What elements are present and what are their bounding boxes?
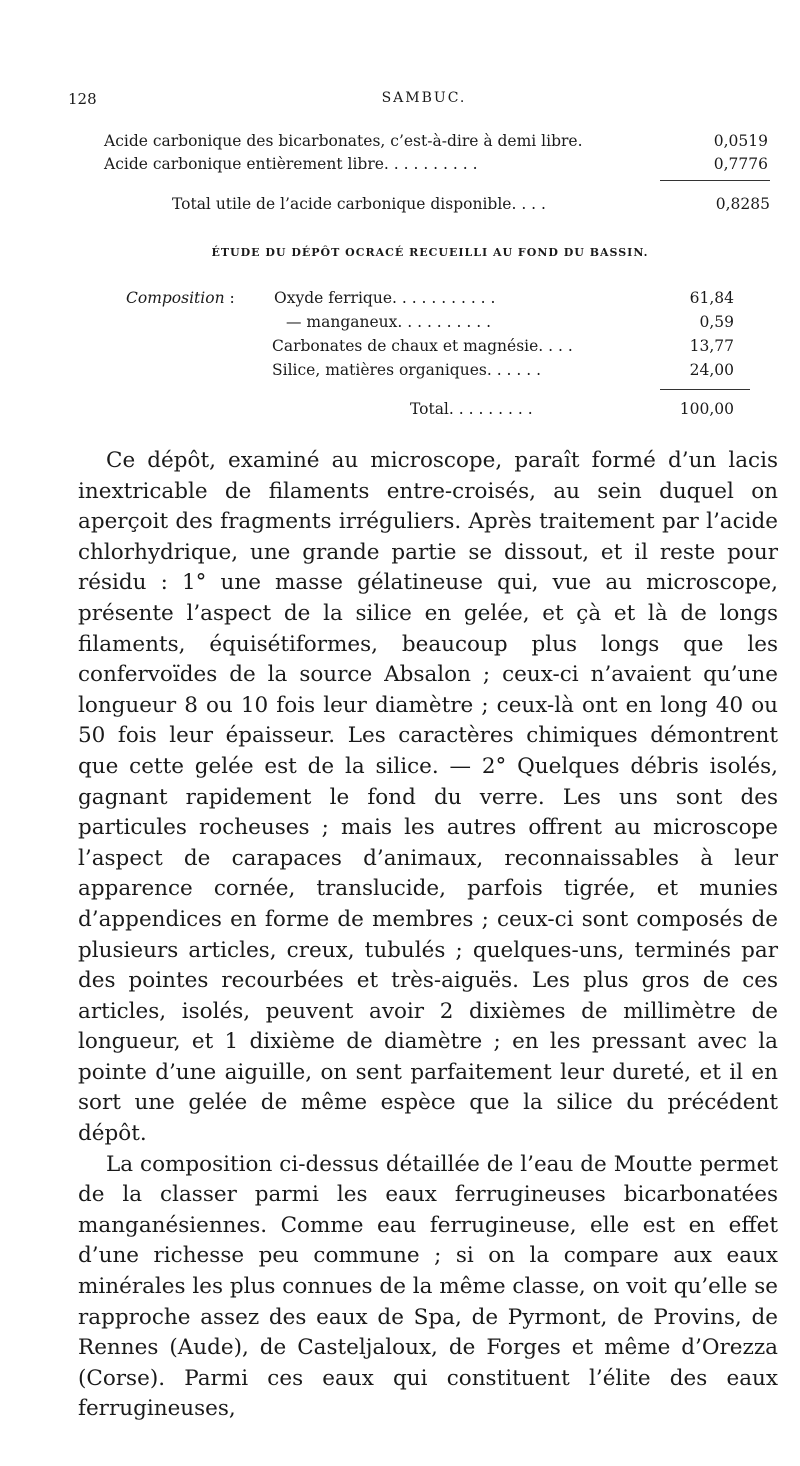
section-heading: ÉTUDE DU DÉPÔT OCRACÉ RECUEILLI AU FOND DU BASSIN. bbox=[211, 246, 649, 259]
running-title: SAMBUC. bbox=[381, 90, 467, 106]
total-rule bbox=[660, 389, 750, 390]
acid-row-value: 0,7776 bbox=[713, 155, 768, 173]
paragraph: La composition ci-dessus détaillée de l’eau de Moutte permet de la classer parmi les eaux ferrugineuses bicarbonatées manganésiennes. Comme eau ferrugineuse, elle est en effet d’une richesse peu commune ; si on la compare aux eaux minérales les plus connues de la même classe, on voit qu’elle se rapproche assez des eaux de Spa, de Pyrmont, de Provins, de Rennes (Aude), de Casteljaloux, de Forges et même d’Orezza (Corse). Parmi ces eaux qui constituent l’élite des eaux ferrugineuses, bbox=[78, 1151, 778, 1422]
acid-row-label: Acide carbonique des bicarbonates, c’est-à-dire à demi libre. bbox=[104, 132, 583, 150]
composition-row-value: 13,77 bbox=[689, 337, 734, 355]
composition-row-value: 0,59 bbox=[699, 313, 734, 331]
page-number: 128 bbox=[68, 90, 97, 108]
composition-row-label: Silice, matières organiques. . . . . . bbox=[272, 361, 542, 379]
composition-intro bbox=[126, 289, 235, 307]
paragraph: Ce dépôt, examiné au microscope, paraît formé d’un lacis inextricable de filaments entre-croisés, au sein duquel on aperçoit des fragments irréguliers. Après traitement par l’acide chlorhydrique, une grande partie se dissout, et il reste pour résidu : 1° une masse gélatineuse qui, vue au microscope, présente l’aspect de la silice en gelée, et çà et là de longs filaments, équisétiformes, beaucoup plus longs que les confervoïdes de la source Absalon ; ceux-ci n’avaient qu’une longueur 8 ou 10 fois leur diamètre ; ceux-là ont en long 40 ou 50 fois leur épaisseur. Les caractères chimiques démontrent que cette gelée est de la silice. — 2° Quelques débris isolés, gagnant rapidement le fond du verre. Les uns sont des particules rocheuses ; mais les autres offrent au microscope l’aspect de carapaces d’animaux, reconnaissables à leur apparence cornée, translucide, parfois tigrée, et munies d’appendices en forme de membres ; ceux-ci sont composés de plusieurs articles, creux, tubulés ; quelques-uns, terminés par des pointes recourbées et très-aiguës. Les plus gros de ces articles, isolés, peuvent avoir 2 dixièmes de millimètre de longueur, et 1 dixième de diamètre ; en les pressant avec la pointe d’une aiguille, on sent parfaitement leur dureté, et il en sort une gelée de même espèce que la silice du précédent dépôt. bbox=[78, 448, 778, 1147]
acid-total-label: Total utile de l’acide carbonique disponible. . . . bbox=[172, 195, 546, 213]
composition-row-label: — manganeux. . . . . . . . . . bbox=[286, 313, 492, 331]
total-rule bbox=[660, 180, 770, 181]
acid-row-value: 0,0519 bbox=[713, 132, 768, 150]
composition-row-value: 24,00 bbox=[689, 361, 734, 379]
composition-label: Composition bbox=[126, 289, 225, 307]
body-text bbox=[78, 446, 778, 1425]
composition-row-label: Carbonates de chaux et magnésie. . . . bbox=[272, 337, 573, 355]
acid-total-value: 0,8285 bbox=[715, 195, 770, 213]
composition-total-value: 100,00 bbox=[679, 400, 734, 418]
composition-row-label: Oxyde ferrique. . . . . . . . . . . bbox=[274, 289, 496, 307]
page-header bbox=[68, 90, 780, 114]
composition-total-label: Total. . . . . . . . . bbox=[410, 400, 533, 418]
acid-row-label: Acide carbonique entièrement libre. . . . . . . . . . bbox=[104, 155, 478, 173]
composition-colon: : bbox=[229, 289, 235, 307]
composition-row-value: 61,84 bbox=[689, 289, 734, 307]
